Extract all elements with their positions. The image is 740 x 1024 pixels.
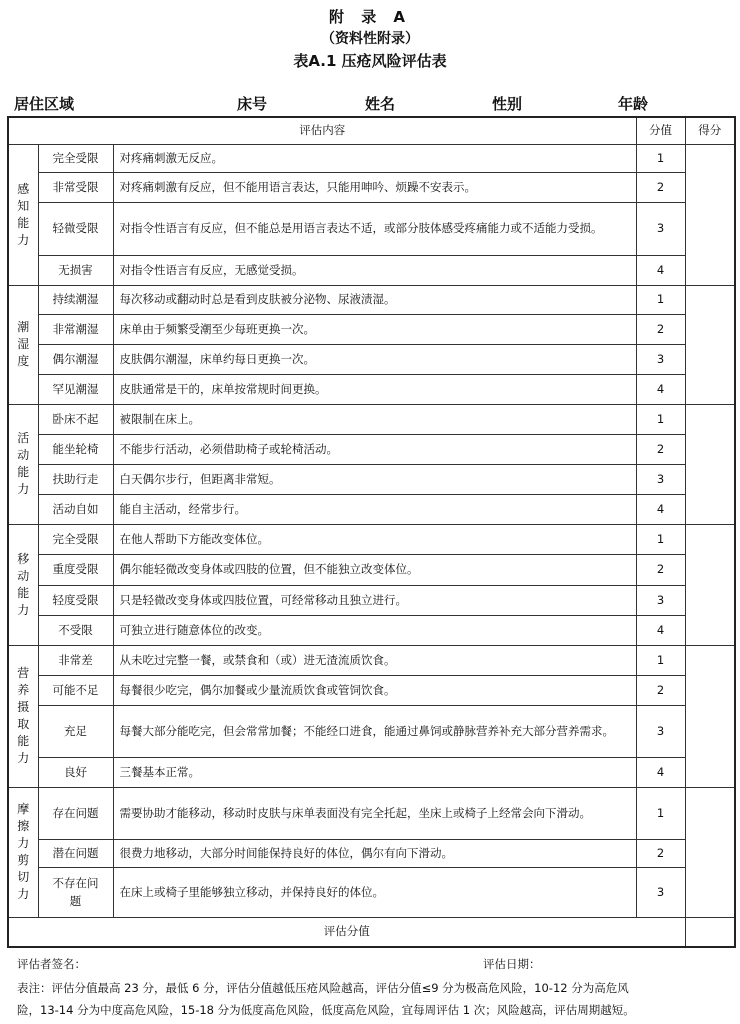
category-name: 活动能力 — [17, 431, 30, 496]
level-label: 活动自如 — [38, 494, 113, 524]
category-label — [8, 404, 38, 524]
table-row — [8, 314, 735, 344]
score-value: 2 — [636, 314, 685, 344]
table-row — [8, 344, 735, 374]
level-label: 不受限 — [38, 615, 113, 645]
score-value: 1 — [636, 144, 685, 172]
field-age: 年龄 — [618, 95, 649, 113]
appendix-subtitle: （资料性附录） — [321, 31, 419, 47]
level-label: 非常潮湿 — [38, 314, 113, 344]
assessor-signature-label: 评估者签名： — [17, 957, 86, 971]
level-label: 潜在问题 — [38, 839, 113, 867]
level-description: 只是轻微改变身体或四肢位置，可经常移动且独立进行。 — [113, 585, 636, 615]
total-row — [8, 917, 735, 947]
score-value: 2 — [636, 434, 685, 464]
category-label — [8, 787, 38, 917]
table-title: 表A.1 压疮风险评估表 — [293, 52, 447, 70]
level-description: 从未吃过完整一餐，或禁食和（或）进无渣流质饮食。 — [113, 645, 636, 675]
score-value: 1 — [636, 524, 685, 554]
level-description: 偶尔能轻微改变身体或四肢的位置，但不能独立改变体位。 — [113, 554, 636, 585]
score-value: 1 — [636, 787, 685, 839]
total-score-cell[interactable] — [685, 917, 735, 947]
table-row — [8, 787, 735, 839]
score-value: 1 — [636, 285, 685, 314]
level-label: 存在问题 — [38, 787, 113, 839]
level-label: 轻度受限 — [38, 585, 113, 615]
field-name: 姓名 — [365, 95, 396, 113]
score-value: 2 — [636, 172, 685, 202]
level-description: 对指令性语言有反应，但不能总是用语言表达不适，或部分肢体感受疼痛能力或不适能力受损。 — [113, 202, 636, 255]
level-description: 需要协助才能移动，移动时皮肤与床单表面没有完全托起，坐床上或椅子上经常会向下滑动。 — [113, 787, 636, 839]
category-label — [8, 144, 38, 285]
level-description: 每次移动或翻动时总是看到皮肤被分泌物、尿液渍湿。 — [113, 285, 636, 314]
level-description: 白天偶尔步行，但距离非常短。 — [113, 464, 636, 494]
score-value: 2 — [636, 839, 685, 867]
assessment-date-label: 评估日期： — [483, 957, 541, 971]
table-row — [8, 255, 735, 285]
score-value: 3 — [636, 344, 685, 374]
score-value: 1 — [636, 645, 685, 675]
field-bed: 床号 — [237, 95, 268, 113]
level-label: 轻微受限 — [38, 202, 113, 255]
level-description: 每餐大部分能吃完，但会常常加餐；不能经口进食，能通过鼻饲或静脉营养补充大部分营养需求。 — [113, 705, 636, 757]
level-description: 皮肤偶尔潮湿，床单约每日更换一次。 — [113, 344, 636, 374]
level-description: 能自主活动，经常步行。 — [113, 494, 636, 524]
table-row — [8, 524, 735, 554]
score-value: 3 — [636, 867, 685, 917]
appendix-heading: 附 录 A — [328, 8, 412, 26]
category-name: 潮湿度 — [17, 320, 30, 368]
level-label: 罕见潮湿 — [38, 374, 113, 404]
level-label: 重度受限 — [38, 554, 113, 585]
score-input-cell[interactable] — [685, 645, 735, 787]
category-label — [8, 645, 38, 787]
score-input-cell[interactable] — [685, 144, 735, 285]
total-label: 评估分值 — [8, 917, 685, 947]
level-description: 可独立进行随意体位的改变。 — [113, 615, 636, 645]
table-row — [8, 757, 735, 787]
category-name: 摩擦力剪切力 — [17, 802, 30, 901]
table-row — [8, 404, 735, 434]
level-label: 非常受限 — [38, 172, 113, 202]
level-description: 对指令性语言有反应，无感觉受损。 — [113, 255, 636, 285]
score-value: 3 — [636, 705, 685, 757]
level-label: 非常差 — [38, 645, 113, 675]
level-label: 充足 — [38, 705, 113, 757]
score-input-cell[interactable] — [685, 285, 735, 404]
table-row — [8, 172, 735, 202]
table-row — [8, 839, 735, 867]
table-row — [8, 374, 735, 404]
level-label: 良好 — [38, 757, 113, 787]
level-label: 偶尔潮湿 — [38, 344, 113, 374]
level-label: 完全受限 — [38, 144, 113, 172]
level-description: 三餐基本正常。 — [113, 757, 636, 787]
score-value: 3 — [636, 202, 685, 255]
score-value: 4 — [636, 615, 685, 645]
level-label: 可能不足 — [38, 675, 113, 705]
score-value: 4 — [636, 757, 685, 787]
level-description: 皮肤通常是干的，床单按常规时间更换。 — [113, 374, 636, 404]
table-row — [8, 144, 735, 172]
level-description: 被限制在床上。 — [113, 404, 636, 434]
table-row — [8, 434, 735, 464]
level-description: 在床上或椅子里能够独立移动，并保持良好的体位。 — [113, 867, 636, 917]
level-description: 对疼痛刺激无反应。 — [113, 144, 636, 172]
table-row — [8, 615, 735, 645]
assessment-table — [7, 116, 736, 948]
score-value: 2 — [636, 675, 685, 705]
table-row — [8, 494, 735, 524]
level-label: 持续潮湿 — [38, 285, 113, 314]
score-input-cell[interactable] — [685, 524, 735, 645]
level-label: 能坐轮椅 — [38, 434, 113, 464]
table-row — [8, 585, 735, 615]
header-value: 分值 — [636, 117, 685, 144]
category-label — [8, 524, 38, 645]
table-row — [8, 867, 735, 917]
level-label: 扶助行走 — [38, 464, 113, 494]
score-value: 2 — [636, 554, 685, 585]
score-value: 3 — [636, 464, 685, 494]
field-area: 居住区域 — [14, 95, 75, 113]
header-score: 得分 — [685, 117, 735, 144]
category-name: 移动能力 — [17, 551, 30, 617]
note-line-1: 表注：评估分值最高 23 分，最低 6 分，评估分值越低压疮风险越高，评估分值≤9 分为极高危风险，10-12 分为高危风 — [17, 981, 629, 995]
level-label: 完全受限 — [38, 524, 113, 554]
table-row — [8, 675, 735, 705]
level-description: 不能步行活动，必须借助椅子或轮椅活动。 — [113, 434, 636, 464]
score-value: 3 — [636, 585, 685, 615]
level-description: 床单由于频繁受潮至少每班更换一次。 — [113, 314, 636, 344]
level-description: 很费力地移动，大部分时间能保持良好的体位，偶尔有向下滑动。 — [113, 839, 636, 867]
score-value: 4 — [636, 374, 685, 404]
level-label: 卧床不起 — [38, 404, 113, 434]
table-row — [8, 464, 735, 494]
table-row — [8, 645, 735, 675]
level-label: 不存在问题 — [38, 867, 113, 917]
note-line-2: 险，13-14 分为中度高危风险，15-18 分为低度高危风险，低度高危风险，宜每周评估 1 次；风险越高，评估周期越短。 — [17, 1003, 635, 1017]
level-description: 对疼痛刺激有反应，但不能用语言表达，只能用呻吟、烦躁不安表示。 — [113, 172, 636, 202]
category-label — [8, 285, 38, 404]
level-label: 无损害 — [38, 255, 113, 285]
table-row — [8, 285, 735, 314]
table-row — [8, 202, 735, 255]
level-description: 每餐很少吃完，偶尔加餐或少量流质饮食或管饲饮食。 — [113, 675, 636, 705]
level-description: 在他人帮助下方能改变体位。 — [113, 524, 636, 554]
table-row — [8, 705, 735, 757]
score-input-cell[interactable] — [685, 787, 735, 917]
score-value: 4 — [636, 255, 685, 285]
category-name: 感知能力 — [17, 181, 30, 247]
score-value: 1 — [636, 404, 685, 434]
score-value: 4 — [636, 494, 685, 524]
header-content: 评估内容 — [8, 117, 636, 144]
category-name: 营养摄取能力 — [17, 666, 30, 765]
field-gender: 性别 — [492, 95, 523, 113]
table-row — [8, 554, 735, 585]
score-input-cell[interactable] — [685, 404, 735, 524]
